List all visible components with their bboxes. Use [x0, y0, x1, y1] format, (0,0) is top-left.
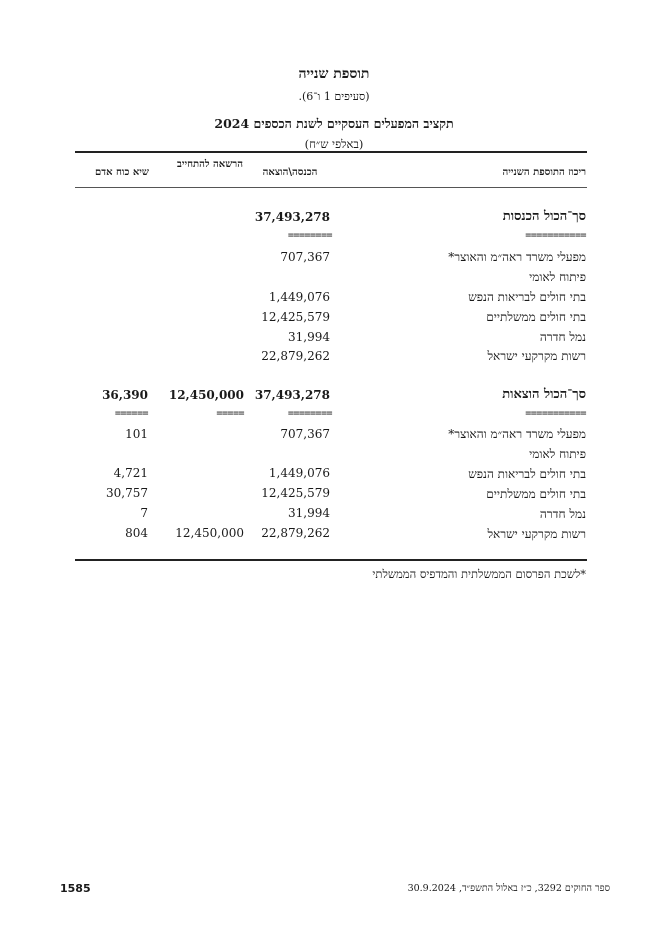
- publication-footer: ספר החוקים 3292, כ״ז באלול התשפ״ד, 30.9.2024: [407, 883, 610, 894]
- units-note: (באלפי ש״ח): [304, 137, 364, 151]
- page-number: 1585: [60, 882, 91, 895]
- expenses-row-budget: 12,425,579: [261, 486, 330, 500]
- income-row-label: בתי חולים לבריאות הנפש: [468, 290, 586, 304]
- expenses-row-label: מפעלי משרד ראה״מ והאוצר*: [448, 427, 586, 441]
- table-bottom-rule: [75, 559, 587, 561]
- expenses-row-budget: 707,367: [280, 427, 330, 441]
- expenses-row-manpower: 804: [125, 526, 148, 540]
- expenses-row-budget: 1,449,076: [268, 466, 330, 480]
- table-header-rule: [75, 187, 587, 188]
- income-row-budget: 31,994: [288, 330, 330, 344]
- page-title: תוספת שנייה: [298, 66, 370, 82]
- expenses-row-manpower: 30,757: [106, 486, 148, 500]
- income-row-label: פיתוח לאומי: [529, 270, 586, 284]
- expenses-row-label: פיתוח לאומי: [529, 447, 586, 461]
- income-total-label: סך־הכול הכנסות: [502, 209, 586, 224]
- income-row-budget: 707,367: [280, 250, 330, 264]
- footnote: *לשכת הפרסום הממשלתית והמדפיס הממשלתי: [372, 567, 586, 581]
- expenses-row-label: נמל חדרה: [539, 507, 586, 521]
- expenses-total-budget: 37,493,278: [254, 388, 330, 402]
- income-row-budget: 12,425,579: [261, 310, 330, 324]
- expenses-total-manpower: 36,390: [102, 388, 148, 402]
- expenses-row-label: בתי חולים לבריאות הנפש: [468, 467, 586, 481]
- income-row-budget: 1,449,076: [268, 290, 330, 304]
- column-header-authorization: הרשאה להתחייב: [177, 159, 243, 170]
- expenses-budget-underline: ========: [287, 408, 332, 419]
- expenses-row-budget: 22,879,262: [261, 526, 330, 540]
- income-label-underline: ===========: [525, 230, 586, 241]
- expenses-row-manpower: 7: [140, 506, 148, 520]
- expenses-row-manpower: 101: [125, 427, 148, 441]
- expenses-row-label: רשות מקרקעי ישראל: [487, 527, 586, 541]
- income-row-label: מפעלי משרד ראה״מ והאוצר*: [448, 250, 586, 264]
- column-header-name: ריכוז התוספת השנייה: [502, 167, 586, 178]
- expenses-row-authorization: 12,450,000: [175, 526, 244, 540]
- expenses-authorization-underline: =====: [216, 408, 244, 419]
- budget-subtitle: תקציב המפעלים העסקיים לשנת הכספים 2024: [214, 116, 454, 131]
- column-header-manpower: שיא כוח אדם: [95, 167, 149, 178]
- column-header-budget: הכנסה\הוצאה: [262, 167, 318, 178]
- income-total-underline: ========: [287, 230, 332, 241]
- income-row-label: רשות מקרקעי ישראל: [487, 349, 586, 363]
- income-row-label: בתי חולים ממשלתיים: [486, 310, 586, 324]
- expenses-row-manpower: 4,721: [113, 466, 148, 480]
- expenses-total-label: סך־הכול הוצאות: [502, 387, 586, 402]
- sections-reference: (סעיפים 1 ו־6).: [298, 90, 370, 103]
- expenses-row-budget: 31,994: [288, 506, 330, 520]
- expenses-label-underline: ===========: [525, 408, 586, 419]
- expenses-manpower-underline: ======: [114, 408, 148, 419]
- expenses-row-label: בתי חולים ממשלתיים: [486, 487, 586, 501]
- income-row-budget: 22,879,262: [261, 349, 330, 363]
- table-top-rule: [75, 151, 587, 153]
- expenses-total-authorization: 12,450,000: [168, 388, 244, 402]
- income-total-value: 37,493,278: [254, 210, 330, 224]
- income-row-label: נמל חדרה: [539, 330, 586, 344]
